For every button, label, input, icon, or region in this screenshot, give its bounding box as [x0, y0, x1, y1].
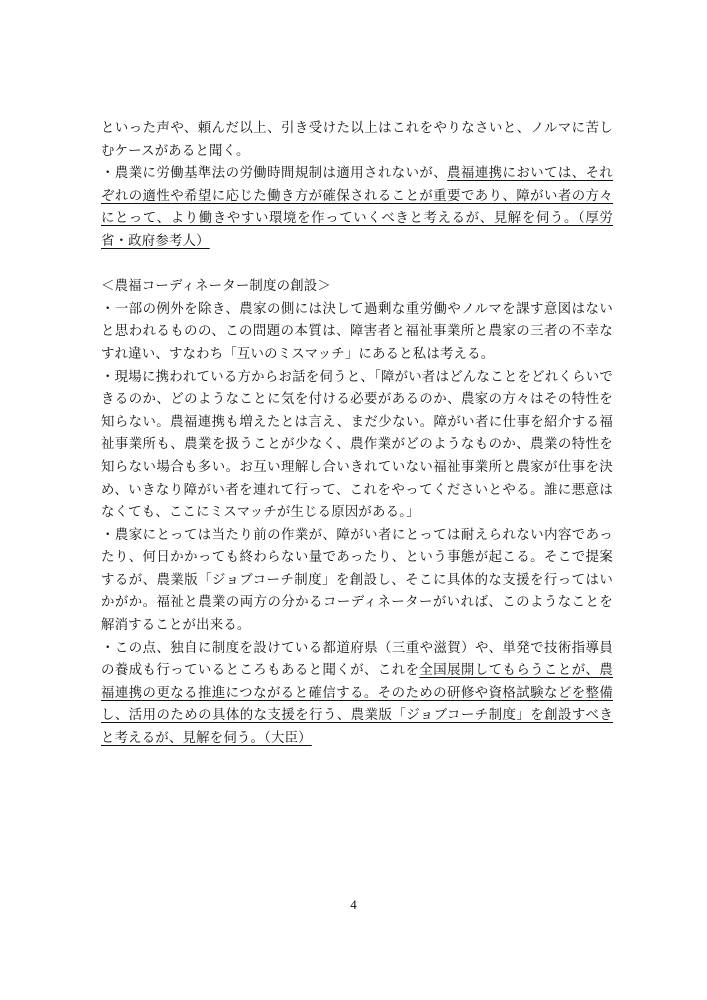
blank-line	[101, 254, 613, 277]
paragraph-6-plain: ・この点、独自に制度を設けている都道府県（三重や滋賀）や、単発で技術指導員の養成も行っているところもあると聞くが、これを	[101, 640, 613, 679]
paragraph-2-underlined: 農福連携においては、それぞれの適性や希望に応じた働き方が確保されることが重要であり、障がい者の方々にとって、より働きやすい環境を作っていくべきと考えるが、見解を伺う。（厚労省・政府参考人）	[101, 166, 614, 249]
paragraph-6	[101, 638, 613, 751]
paragraph-2	[101, 163, 613, 253]
paragraph-3: ・一部の例外を除き、農家の側には決して過剰な重労働やノルマを課す意図はないと思われるものの、この問題の本質は、障害者と福祉事業所と農家の三者の不幸なすれ違い、すなわち「互いのミスマッチ」にあると私は考える。	[101, 301, 613, 362]
paragraph-6-underlined: 全国展開してもらうことが、農福連携の更なる推進につながると確信する。そのための研修や資格試験などを整備し、活用のための具体的な支援を行う、農業版「ジョブコーチ制度」を創設すべきと考えるが、見解を伺う。（大臣）	[101, 663, 613, 747]
page-number: 4	[350, 897, 357, 912]
document-body	[101, 118, 613, 751]
paragraph-5: ・農家にとっては当たり前の作業が、障がい者にとっては耐えられない内容であったり、何日かかっても終わらない量であったり、という事態が起こる。そこで提案するが、農業版「ジョブコーチ制度」を創設し、そこに具体的な支援を行ってはいかがか。福祉と農業の両方の分かるコーディネーターがいれば、このようなことを解消することが出来る。	[101, 527, 613, 634]
paragraph-2-plain: ・農業に労働基準法の労働時間規制は適用されないが、	[101, 166, 448, 182]
paragraph-1: といった声や、頼んだ以上、引き受けた以上はこれをやりなさいと、ノルマに苦しむケースがあると聞く。	[101, 121, 613, 159]
paragraph-4: ・現場に携われている方からお話を伺うと、「障がい者はどんなことをどれくらいできるのか、どのようなことに気を付ける必要があるのか、農家の方々はその特性を知らない。農福連携も増えたとは言え、まだ少ない。障がい者に仕事を紹介する福祉事業所も、農業を扱うことが少なく、農作業がどのようなものか、農業の特性を知らない場合も多い。お互い理解し合いきれていない福祉事業所と農家が仕事を決め、いきなり障がい者を連れて行って、これをやってくださいとやる。誰に悪意はなくても、ここにミスマッチが生じる原因がある。」	[101, 369, 613, 521]
section-heading: ＜農福コーディネーター制度の創設＞	[101, 279, 331, 295]
